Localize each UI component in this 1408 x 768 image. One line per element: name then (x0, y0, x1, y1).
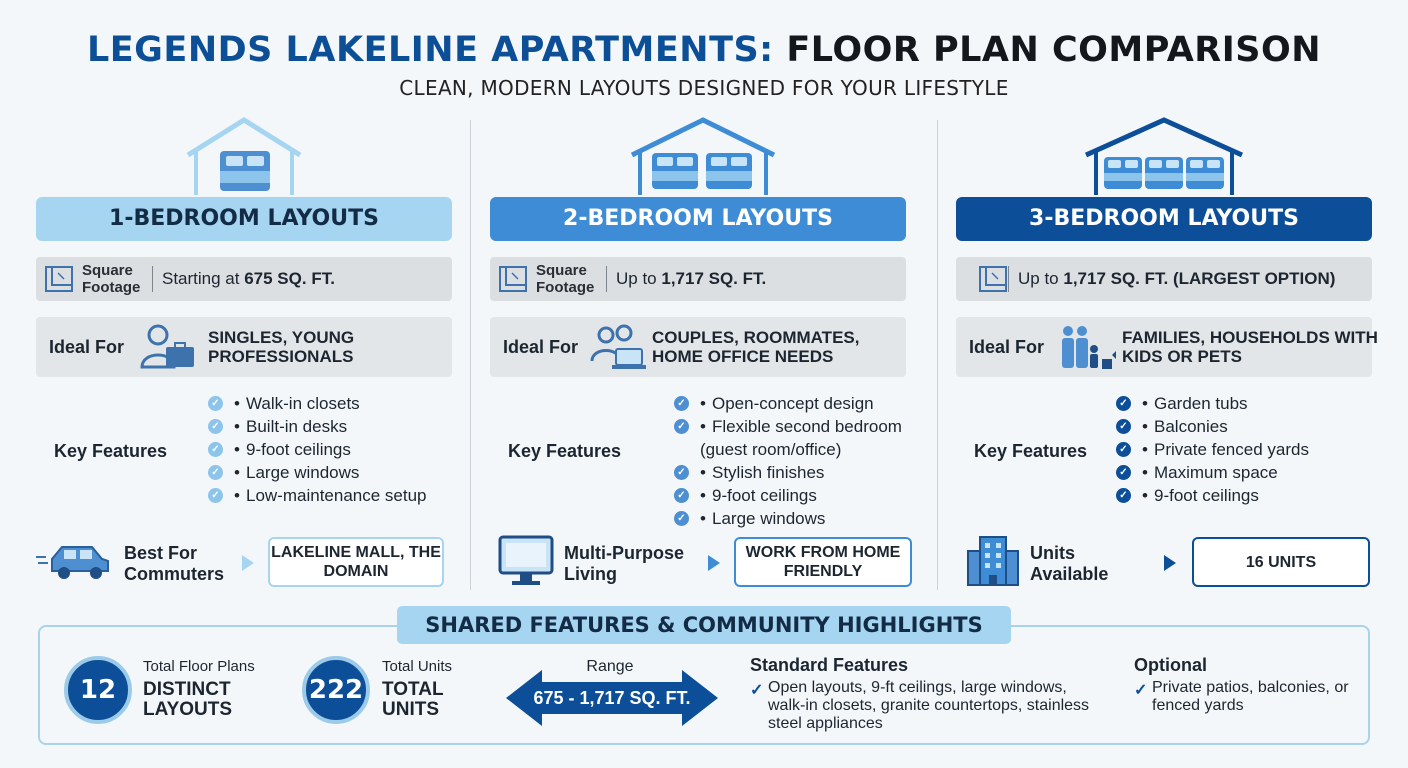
sqft-number: 675 SQ. FT. (244, 269, 335, 288)
check-icon: ✓ (674, 396, 689, 411)
separator (606, 266, 607, 292)
feature-text: Balconies (1154, 417, 1228, 436)
feature-text: Garden tubs (1154, 394, 1248, 413)
feature-text: Private fenced yards (1154, 440, 1309, 459)
sqft-number: 1,717 SQ. FT. (LARGEST OPTION) (1063, 269, 1336, 288)
key-features-list (674, 392, 904, 530)
shared-features-title: SHARED FEATURES & COMMUNITY HIGHLIGHTS (397, 606, 1011, 644)
range-value: 675 - 1,717 SQ. FT. (533, 688, 691, 708)
feature-text: Maximum space (1154, 463, 1278, 482)
feature-item: ✓ • Large windows (674, 507, 904, 530)
ideal-for-text: FAMILIES, HOUSEHOLDS WITH KIDS OR PETS (1122, 328, 1378, 366)
feature-text: Low-maintenance setup (246, 486, 427, 505)
ideal-for-text: COUPLES, ROOMMATES, HOME OFFICE NEEDS (652, 328, 860, 366)
ruler-icon (978, 265, 1008, 293)
one-bedroom-column (36, 115, 452, 595)
feature-item: ✓ • Maximum space (1116, 461, 1309, 484)
check-icon: ✓ (1116, 419, 1131, 434)
floor-plans-big-label: DISTINCT LAYOUTS (143, 679, 233, 720)
column-divider (937, 120, 938, 590)
separator (1008, 266, 1009, 292)
feature-item: ✓ • Walk-in closets (208, 392, 427, 415)
feature-text: Open-concept design (712, 394, 874, 413)
feature-item: ✓ • Flexible second bedroom (guest room/office) (674, 415, 904, 461)
ruler-icon (498, 265, 528, 293)
car-icon (36, 535, 116, 585)
feature-item: ✓ • Private fenced yards (1116, 438, 1309, 461)
square-footage-label: Square Footage (536, 262, 595, 296)
key-features-label: Key Features (508, 441, 622, 461)
column-divider (470, 120, 471, 590)
square-footage-value (162, 257, 335, 301)
feature-item: ✓ • 9-foot ceilings (674, 484, 904, 507)
two-bedroom-column (490, 115, 906, 595)
square-footage-row (490, 257, 906, 301)
sqft-number: 1,717 SQ. FT. (661, 269, 767, 288)
house-two-bed-icon (490, 115, 906, 195)
check-icon: ✓ (1116, 488, 1131, 503)
key-features-label: Key Features (54, 441, 168, 461)
feature-item: ✓ • Low-maintenance setup (208, 484, 427, 507)
ideal-for-label: Ideal For (503, 337, 579, 357)
best-for-value: LAKELINE MALL, THE DOMAIN (268, 537, 444, 587)
title-part-2: FLOOR PLAN COMPARISON (786, 30, 1322, 70)
three-bedroom-column (956, 115, 1378, 595)
house-three-bed-icon (956, 115, 1372, 195)
feature-text: 9-foot ceilings (712, 486, 817, 505)
check-icon: ✓ (208, 488, 223, 503)
key-features-label: Key Features (974, 441, 1088, 461)
square-footage-row (956, 257, 1372, 301)
feature-text: Stylish finishes (712, 463, 825, 482)
standard-features-title: Standard Features (750, 655, 909, 675)
ideal-for-row (956, 317, 1378, 377)
check-icon: ✓ (674, 419, 689, 434)
sqft-prefix: Up to (616, 269, 662, 288)
feature-text: 9-foot ceilings (1154, 486, 1259, 505)
ideal-for-row (490, 317, 906, 377)
check-icon: ✓ (208, 396, 223, 411)
three-bedroom-banner: 3-BEDROOM LAYOUTS (956, 197, 1372, 241)
total-units-count-badge: 222 (302, 656, 370, 724)
check-icon: ✓ (208, 419, 223, 434)
check-icon: ✓ (208, 465, 223, 480)
floor-plans-count-badge: 12 (64, 656, 132, 724)
check-icon: ✓ (1116, 465, 1131, 480)
multi-purpose-label: Multi-Purpose Living (564, 543, 684, 584)
house-one-bed-icon (36, 115, 452, 195)
one-bedroom-banner: 1-BEDROOM LAYOUTS (36, 197, 452, 241)
optional-features-title: Optional (1134, 655, 1207, 675)
ideal-for-text: SINGLES, YOUNG PROFESSIONALS (208, 328, 355, 366)
units-available-value: 16 UNITS (1192, 537, 1370, 587)
feature-text: Large windows (246, 463, 360, 482)
optional-features-text: Private patios, balconies, or fenced yards (1152, 679, 1349, 714)
building-icon (966, 535, 1020, 587)
page-title (0, 30, 1408, 70)
feature-item: ✓ • Built-in desks (208, 415, 427, 438)
couple-laptop-icon (590, 323, 652, 371)
check-icon: ✓ (674, 511, 689, 526)
best-for-label: Best For Commuters (124, 543, 225, 584)
key-features-list (1116, 392, 1309, 507)
feature-text: Walk-in closets (246, 394, 360, 413)
arrow-right-icon (1164, 555, 1176, 571)
arrow-right-icon (242, 555, 254, 571)
total-units-big-label: TOTAL UNITS (382, 679, 444, 720)
sqft-prefix: Starting at (162, 269, 245, 288)
sqft-prefix: Up to (1018, 269, 1064, 288)
check-icon: ✓ (208, 442, 223, 457)
check-icon: ✓ (1116, 442, 1131, 457)
units-available-label: Units Available (1030, 543, 1109, 584)
arrow-right-icon (708, 555, 720, 571)
key-features-list (208, 392, 427, 507)
two-bedroom-banner: 2-BEDROOM LAYOUTS (490, 197, 906, 241)
ideal-for-label: Ideal For (49, 337, 125, 357)
professional-briefcase-icon (136, 323, 198, 371)
family-pet-icon (1056, 323, 1118, 371)
total-units-small-label: Total Units (382, 658, 453, 675)
feature-item: ✓ • 9-foot ceilings (1116, 484, 1309, 507)
page-subtitle: CLEAN, MODERN LAYOUTS DESIGNED FOR YOUR LIFESTYLE (399, 76, 1009, 100)
check-icon: ✓ (1116, 396, 1131, 411)
ideal-for-row (36, 317, 452, 377)
title-part-1: LEGENDS LAKELINE APARTMENTS: (86, 30, 774, 70)
check-icon: ✓ (1134, 682, 1148, 699)
multi-purpose-value: WORK FROM HOME FRIENDLY (734, 537, 912, 587)
range-label: Range (586, 658, 634, 675)
feature-item: ✓ • Stylish finishes (674, 461, 904, 484)
feature-item: ✓ • 9-foot ceilings (208, 438, 427, 461)
check-icon: ✓ (674, 488, 689, 503)
feature-text: Flexible second bedroom (guest room/office) (700, 417, 902, 459)
standard-features-text: Open layouts, 9-ft ceilings, large windows, walk-in closets, granite countertops, stainless steel appliances (768, 679, 1090, 732)
square-footage-row (36, 257, 452, 301)
square-footage-label: Square Footage (82, 262, 141, 296)
check-icon: ✓ (674, 465, 689, 480)
square-footage-value (1018, 257, 1335, 301)
feature-item: ✓ • Balconies (1116, 415, 1309, 438)
feature-item: ✓ • Open-concept design (674, 392, 904, 415)
feature-item: ✓ • Garden tubs (1116, 392, 1309, 415)
ruler-icon (44, 265, 74, 293)
floor-plans-small-label: Total Floor Plans (143, 658, 255, 675)
feature-item: ✓ • Large windows (208, 461, 427, 484)
ideal-for-label: Ideal For (969, 337, 1045, 357)
feature-text: Large windows (712, 509, 826, 528)
square-footage-value (616, 257, 766, 301)
feature-text: 9-foot ceilings (246, 440, 351, 459)
feature-text: Built-in desks (246, 417, 348, 436)
monitor-icon (498, 535, 556, 587)
check-icon: ✓ (750, 682, 764, 699)
separator (152, 266, 153, 292)
